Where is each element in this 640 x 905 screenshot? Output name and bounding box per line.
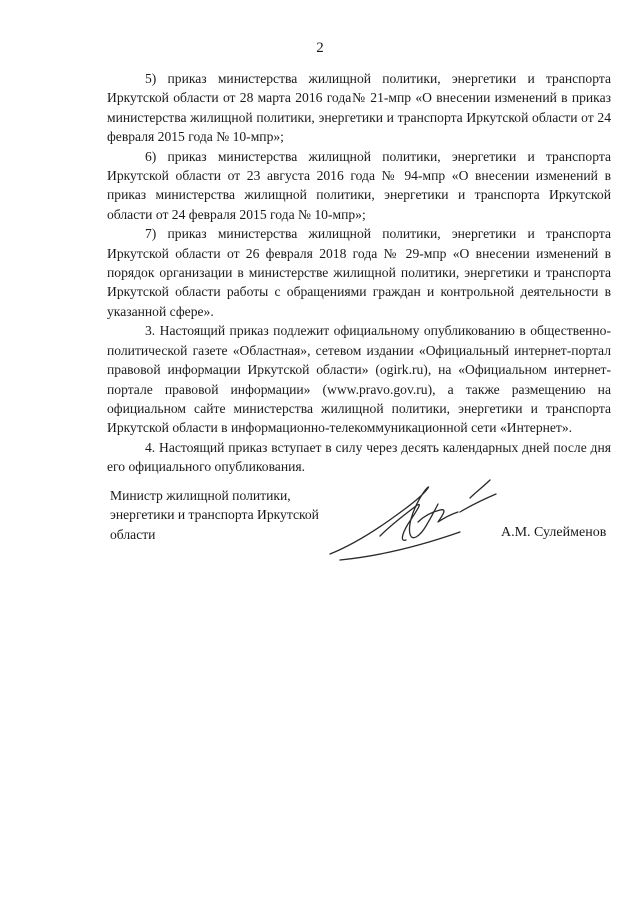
paragraph-effective-date: 4. Настоящий приказ вступает в силу через десять календарных дней после дня его официального опубликования. <box>107 439 611 475</box>
signatory-title-line-2: энергетики и транспорта Иркутской <box>110 507 319 523</box>
signatory-name: А.М. Сулейменов <box>501 525 607 540</box>
paragraph-item-7: 7) приказ министерства жилищной политики, энергетики и транспорта Иркутской области от 26 февраля 2018 года № 29-мпр «О внесении изменений в порядок организации в министерстве жилищной политики, энергетики и транспорта Иркутской области работы с обращениями граждан и контрольной деятельности в указанной сфере». <box>107 226 611 319</box>
handwritten-signature <box>320 476 520 566</box>
page-number: 2 <box>316 40 324 56</box>
paragraph-item-6: 6) приказ министерства жилищной политики, энергетики и транспорта Иркутской области от 23 августа 2016 года № 94-мпр «О внесении изменений в приказ министерства жилищной политики, энергетики и транспорта Иркутской области от 24 февраля 2015 года № 10-мпр»; <box>107 148 611 222</box>
paragraph-item-5: 5) приказ министерства жилищной политики, энергетики и транспорта Иркутской области от 28 марта 2016 года№ 21-мпр «О внесении изменений в приказ министерства жилищной политики, энергетики и транспорта Иркутской области от 24 февраля 2015 года № 10-мпр»; <box>107 71 611 145</box>
signatory-title-line-3: области <box>110 526 156 542</box>
signature-block <box>110 486 620 586</box>
signatory-title-line-1: Министр жилищной политики, <box>110 488 291 503</box>
paragraph-publication: 3. Настоящий приказ подлежит официальному опубликованию в общественно-политической газете «Областная», сетевом издании «Официальный интернет-портал правовой информации Иркутской области» (ogirk.ru), на «Официальном интернет-портале правовой информации» (www.pravo.gov.ru), а также размещению на официальном сайте министерства жилищной политики, энергетики и транспорта Иркутской области в информационно-телекоммуникационной сети «Интернет». <box>107 323 611 436</box>
document-body <box>107 69 611 477</box>
